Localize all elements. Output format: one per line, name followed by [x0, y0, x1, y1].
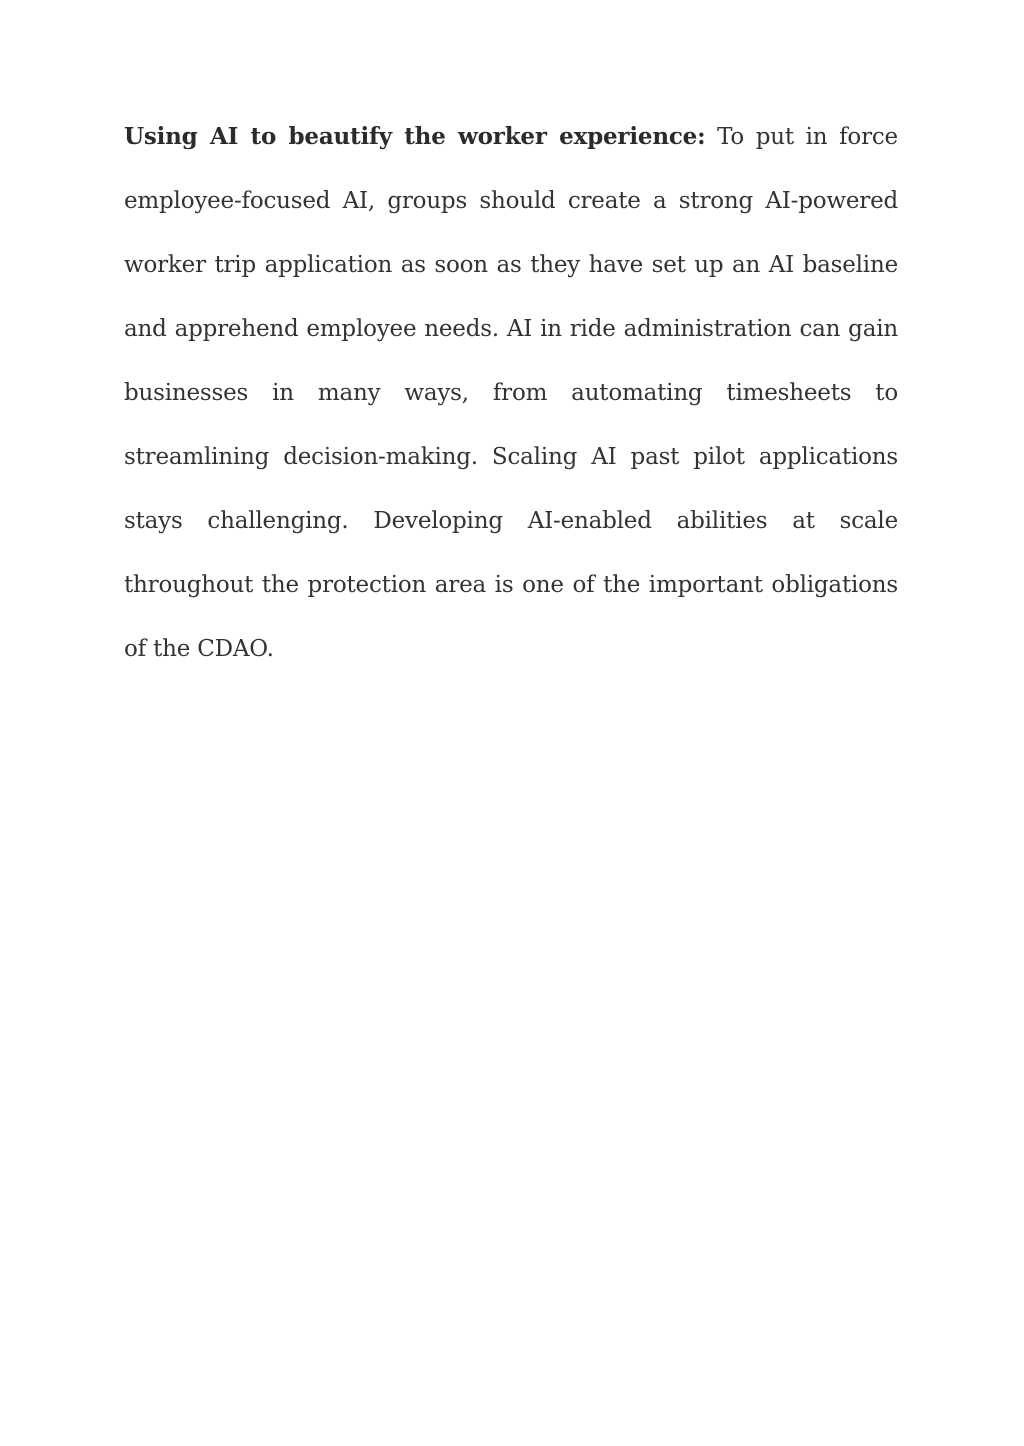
- paragraph-lead-heading: Using AI to beautify the worker experience:: [124, 123, 706, 150]
- document-content: [124, 105, 898, 681]
- body-paragraph: [124, 105, 898, 681]
- paragraph-body-text: To put in force employee-focused AI, groups should create a strong AI-powered worker trip application as soon as they have set up an AI baseline and apprehend employee needs. AI in ride administration can gain businesses in many ways, from automating timesheets to streamlining decision-making. Scaling AI past pilot applications stays challenging. Developing AI-enabled abilities at scale throughout the protection area is one of the important obligations of the CDAO.: [124, 124, 898, 662]
